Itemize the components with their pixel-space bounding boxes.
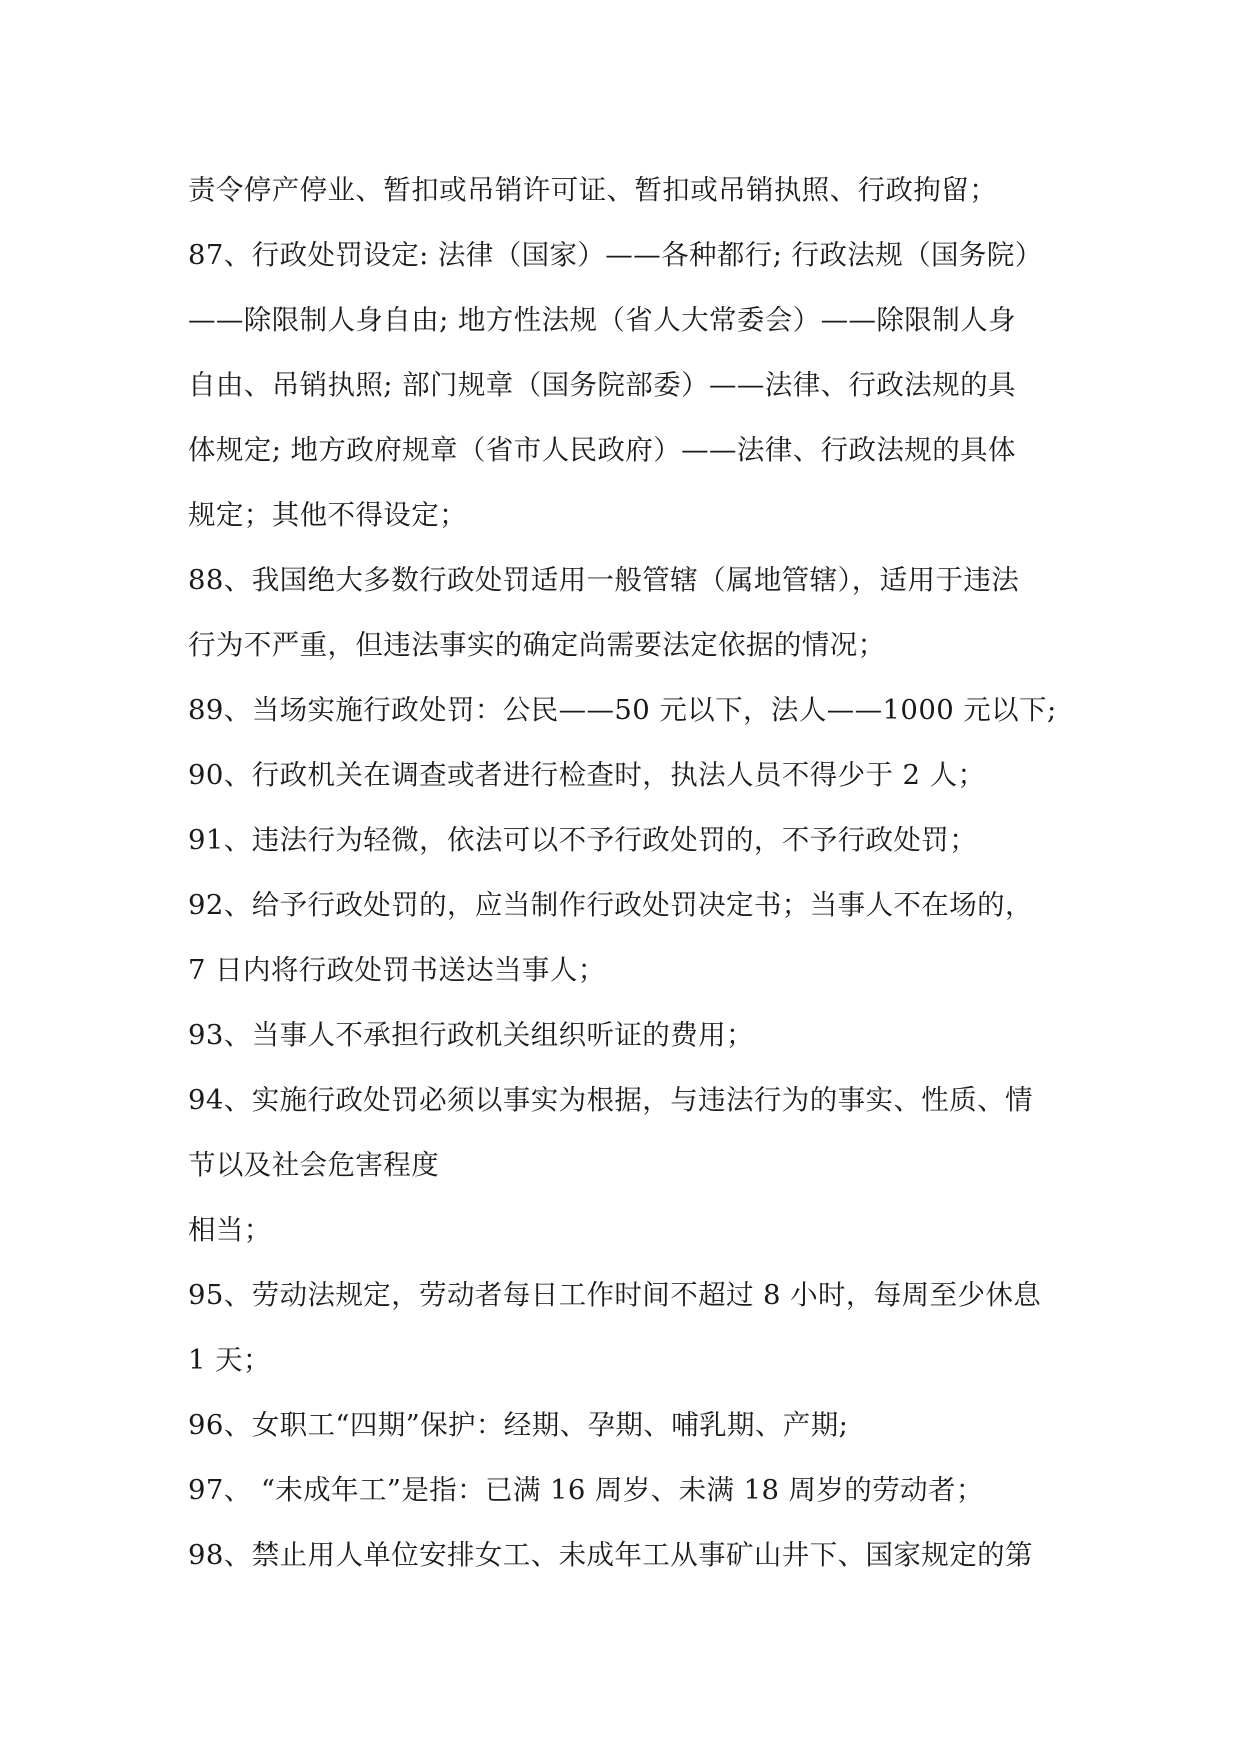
text-line: 1 天； [188,1344,271,1376]
text-line: 95、劳动法规定，劳动者每日工作时间不超过 8 小时，每周至少休息 [188,1279,1042,1311]
document-body [188,158,1088,1588]
text-line: 自由、吊销执照; 部门规章（国务院部委）——法律、行政法规的具 [188,369,1016,401]
text-line: 91、违法行为轻微，依法可以不予行政处罚的，不予行政处罚； [188,824,978,856]
text-line: 87、行政处罚设定: 法律（国家）——各种都行; 行政法规（国务院） [188,239,1043,271]
text-line: 7 日内将行政处罚书送达当事人； [188,954,606,986]
text-line: 92、给予行政处罚的，应当制作行政处罚决定书；当事人不在场的， [188,889,1033,921]
text-line: ——除限制人身自由; 地方性法规（省人大常委会）——除限制人身 [188,304,1016,336]
text-line: 相当； [188,1214,272,1246]
text-line: 93、当事人不承担行政机关组织听证的费用； [188,1019,754,1051]
text-line: 98、禁止用人单位安排女工、未成年工从事矿山井下、国家规定的第 [188,1539,1033,1571]
text-line: 96、女职工“四期”保护：经期、孕期、哺乳期、产期; [188,1409,849,1441]
text-line: 体规定; 地方政府规章（省市人民政府）——法律、行政法规的具体 [188,434,1016,466]
text-line: 88、我国绝大多数行政处罚适用一般管辖（属地管辖），适用于违法 [188,564,1020,596]
text-line: 94、实施行政处罚必须以事实为根据，与违法行为的事实、性质、情 [188,1084,1033,1116]
text-line: 规定；其他不得设定； [188,499,467,531]
text-line: 责令停产停业、暂扣或吊销许可证、暂扣或吊销执照、行政拘留； [188,174,998,206]
text-line: 行为不严重，但违法事实的确定尚需要法定依据的情况； [188,629,886,661]
text-line: 90、行政机关在调查或者进行检查时，执法人员不得少于 2 人； [188,759,986,791]
text-line: 97、 “未成年工”是指：已满 16 周岁、未满 18 周岁的劳动者； [188,1474,984,1506]
text-line: 89、当场实施行政处罚：公民——50 元以下，法人——1000 元以下; [188,694,1057,726]
text-line: 节以及社会危害程度 [188,1149,440,1181]
